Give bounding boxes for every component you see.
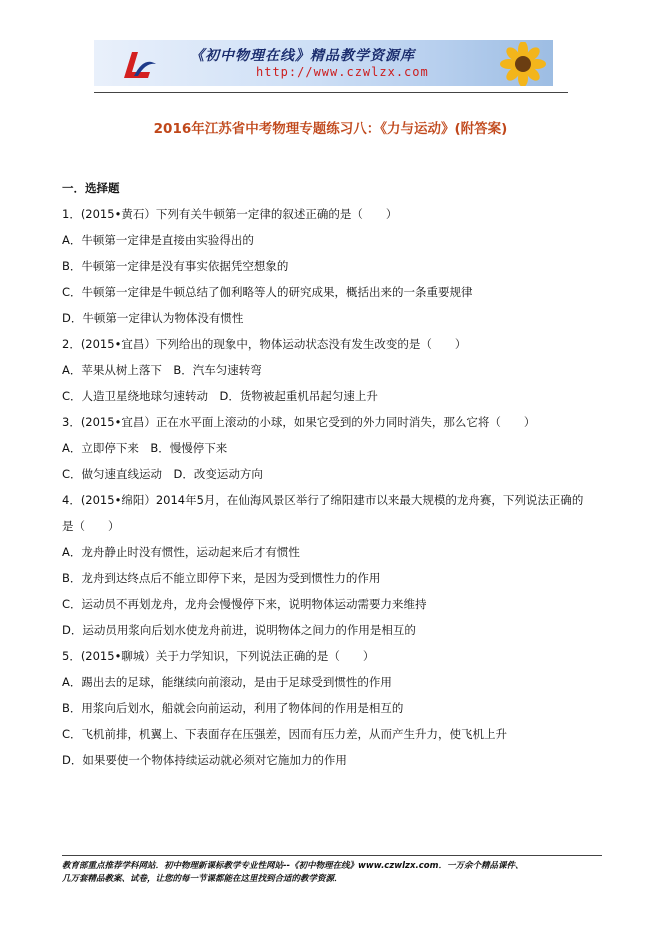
question-line: 4．(2015•绵阳）2014年5月，在仙海风景区举行了绵阳建市以来最大规模的龙舟赛，下列说法正确的: [62, 493, 584, 507]
page-title: 2016年江苏省中考物理专题练习八：《力与运动》(附答案): [153, 121, 508, 137]
question-line: C．做匀速直线运动 D．改变运动方向: [62, 467, 263, 481]
header-divider: [94, 92, 568, 93]
sunflower-icon: [497, 42, 549, 86]
footer-line: 教育部重点推荐学科网站．初中物理新课标教学专业性网站--《初中物理在线》www.czwlzx.com．一万余个精品课件、: [62, 861, 524, 871]
question-line: B．龙舟到达终点后不能立即停下来，是因为受到惯性力的作用: [62, 571, 381, 585]
question-line: A．苹果从树上落下 B．汽车匀速转弯: [62, 363, 262, 377]
header-banner: [94, 40, 553, 86]
question-line: 2．(2015•宜昌）下列给出的现象中，物体运动状态没有发生改变的是（ ）: [62, 337, 467, 351]
banner-url[interactable]: http://www.czwlzx.com: [256, 65, 429, 79]
question-line: C．牛顿第一定律是牛顿总结了伽利略等人的研究成果，概括出来的一条重要规律: [62, 285, 473, 299]
question-line: B．用浆向后划水，船就会向前运动，利用了物体间的作用是相互的: [62, 701, 404, 715]
question-line: C．飞机前排，机翼上、下表面存在压强差，因而有压力差，从而产生升力，使飞机上升: [62, 727, 508, 741]
question-line: B．牛顿第一定律是没有事实依据凭空想象的: [62, 259, 289, 273]
question-line: 5．(2015•聊城）关于力学知识，下列说法正确的是（ ）: [62, 649, 375, 663]
question-line: D．运动员用浆向后划水使龙舟前进，说明物体之间力的作用是相互的: [62, 623, 416, 637]
banner-title: 《初中物理在线》精品教学资源库: [190, 48, 415, 64]
section-heading: 一．选择题: [62, 181, 120, 195]
question-line: D．牛顿第一定律认为物体没有惯性: [62, 311, 244, 325]
question-line: 是（ ）: [62, 519, 120, 533]
question-line: C．人造卫星绕地球匀速转动 D．货物被起重机吊起匀速上升: [62, 389, 378, 403]
question-line: C．运动员不再划龙舟，龙舟会慢慢停下来，说明物体运动需要力来维持: [62, 597, 427, 611]
question-line: D．如果要使一个物体持续运动就必须对它施加力的作用: [62, 753, 347, 767]
question-line: 1．(2015•黄石）下列有关牛顿第一定律的叙述正确的是（ ）: [62, 207, 398, 221]
footer-line: 几万套精品教案、试卷，让您的每一节课都能在这里找到合适的教学资源．: [62, 874, 343, 884]
site-logo-icon: [120, 46, 160, 82]
footer-divider: [62, 855, 602, 856]
question-line: A．牛顿第一定律是直接由实验得出的: [62, 233, 254, 247]
question-line: A．立即停下来 B．慢慢停下来: [62, 441, 228, 455]
question-line: A．踢出去的足球，能继续向前滚动，是由于足球受到惯性的作用: [62, 675, 392, 689]
question-line: 3．(2015•宜昌）正在水平面上滚动的小球，如果它受到的外力同时消失，那么它将（ ）: [62, 415, 536, 429]
question-line: A．龙舟静止时没有惯性，运动起来后才有惯性: [62, 545, 300, 559]
